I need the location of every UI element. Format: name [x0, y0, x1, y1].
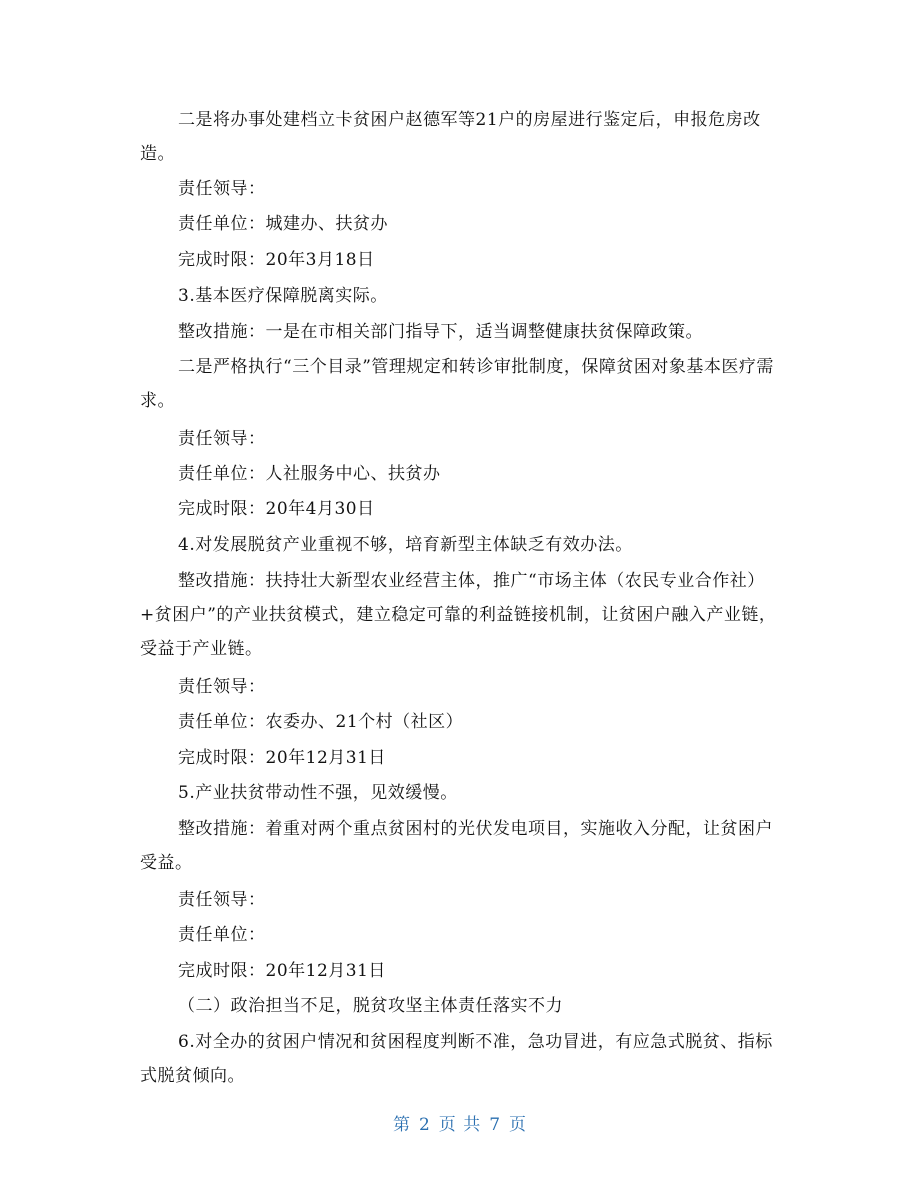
- paragraph: 整改措施：扶持壮大新型农业经营主体，推广“市场主体（农民专业合作社）+贫困户”的产业扶贫模式，建立稳定可靠的利益链接机制，让贫困户融入产业链，受益于产业链。: [140, 571, 777, 659]
- paragraph: 5.产业扶贫带动性不强，见效缓慢。: [178, 783, 458, 803]
- paragraph: 整改措施：着重对两个重点贫困村的光伏发电项目，实施收入分配，让贫困户受益。: [140, 819, 773, 873]
- section-heading: （二）政治担当不足，脱贫攻坚主体责任落实不力: [178, 996, 563, 1016]
- footer-page-number: 2: [418, 1115, 431, 1135]
- paragraph: 二是将办事处建档立卡贫困户赵德军等21户的房屋进行鉴定后，申报危房改造。: [140, 110, 761, 164]
- footer-prefix: 第: [392, 1115, 411, 1135]
- paragraph: 二是严格执行“三个目录”管理规定和转诊审批制度，保障贫困对象基本医疗需求。: [140, 357, 774, 411]
- paragraph: 完成时限：20年12月31日: [178, 748, 386, 768]
- paragraph: 3.基本医疗保障脱离实际。: [178, 286, 388, 306]
- paragraph: 责任单位：人社服务中心、扶贫办: [178, 464, 441, 484]
- paragraph: 责任领导：: [178, 429, 266, 449]
- paragraph: 完成时限：20年4月30日: [178, 499, 375, 519]
- paragraph: 责任领导：: [178, 179, 266, 199]
- paragraph: 完成时限：20年12月31日: [178, 961, 386, 981]
- footer-total-pages: 7: [489, 1115, 502, 1135]
- paragraph: 整改措施：一是在市相关部门指导下，适当调整健康扶贫保障政策。: [178, 322, 703, 342]
- footer-middle: 页 共: [438, 1115, 482, 1135]
- paragraph: 责任领导：: [178, 677, 266, 697]
- paragraph: 责任单位：城建办、扶贫办: [178, 214, 388, 234]
- paragraph: 完成时限：20年3月18日: [178, 250, 375, 270]
- paragraph: 4.对发展脱贫产业重视不够，培育新型主体缺乏有效办法。: [178, 535, 633, 555]
- paragraph: 责任领导：: [178, 890, 266, 910]
- paragraph: 6.对全办的贫困户情况和贫困程度判断不准，急功冒进，有应急式脱贫、指标式脱贫倾向。: [140, 1032, 773, 1086]
- page-footer: [0, 1110, 920, 1135]
- paragraph: 责任单位：: [178, 925, 266, 945]
- footer-suffix: 页: [509, 1115, 528, 1135]
- paragraph: 责任单位：农委办、21个村（社区）: [178, 712, 464, 732]
